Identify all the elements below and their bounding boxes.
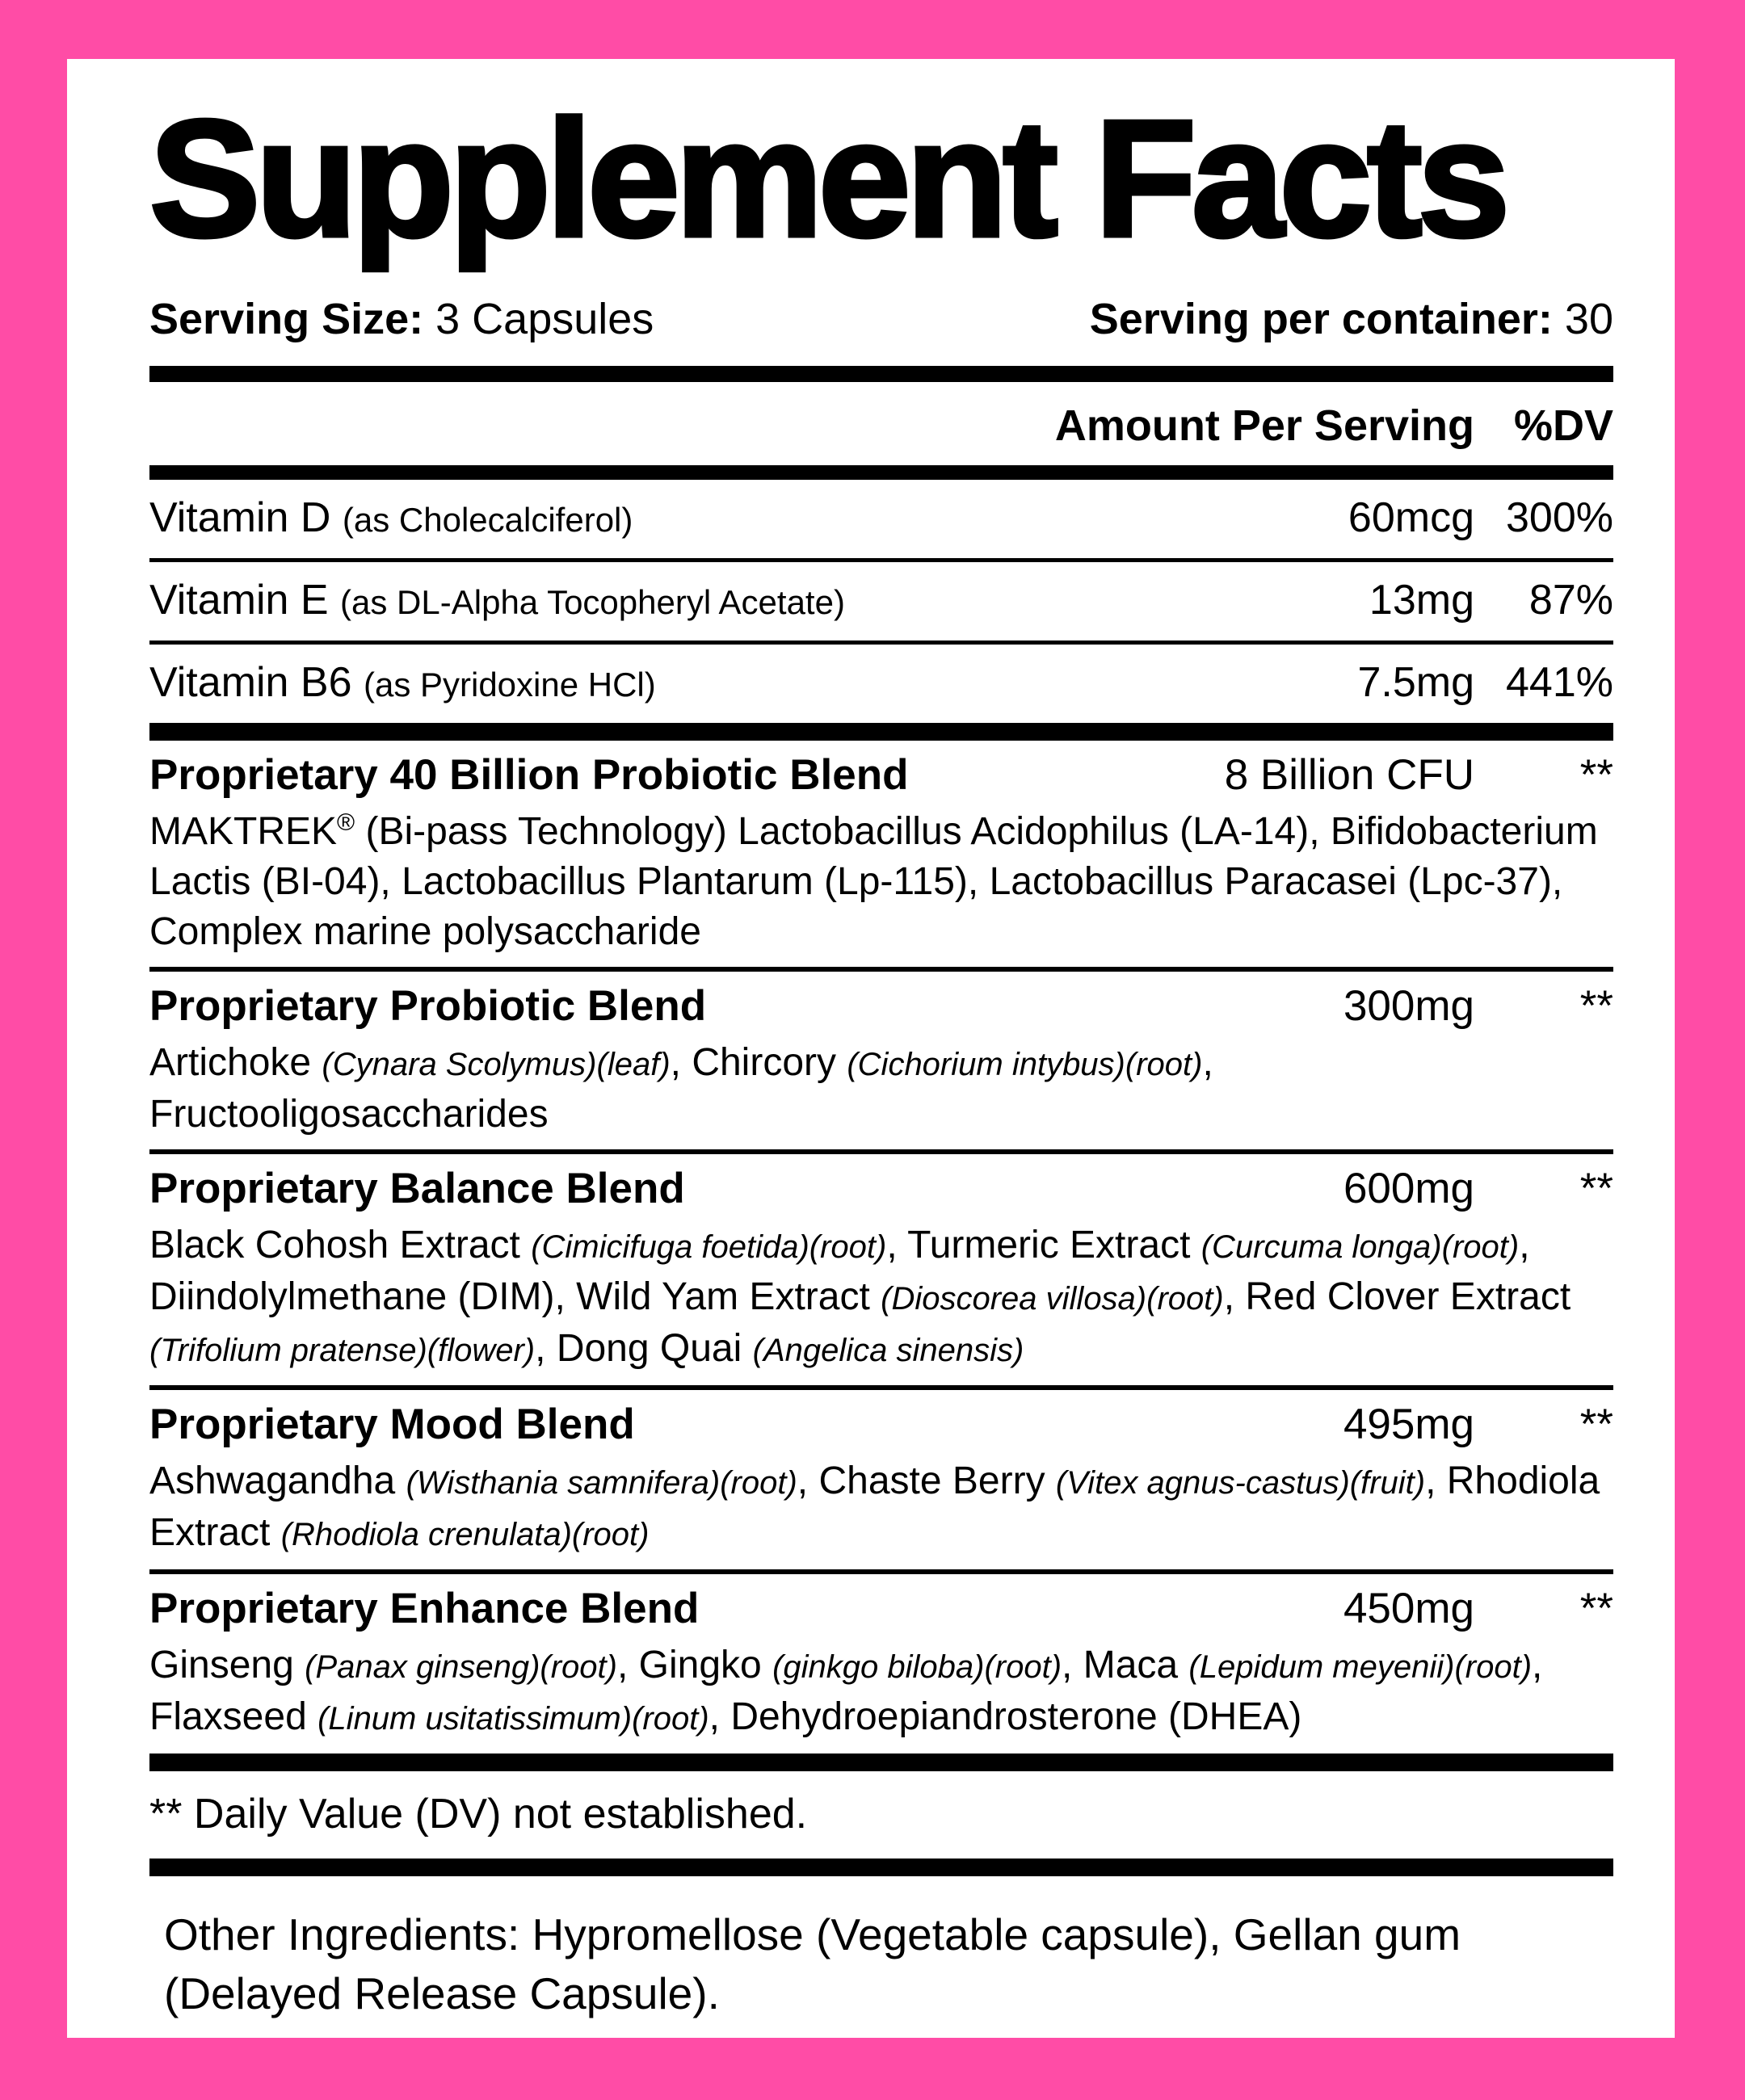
blend-heading-row [149, 981, 1613, 1031]
table-header-row [149, 382, 1613, 465]
blend-section [149, 1574, 1613, 1754]
blend-ingredient-text: Ashwagandha [149, 1460, 406, 1502]
servings-per-container [1090, 294, 1613, 345]
divider-heavy-top [149, 366, 1613, 382]
vitamin-detail: (as Cholecalciferol) [342, 501, 633, 539]
blend-latin-name: (Lepidum meyenii)(root) [1188, 1649, 1533, 1685]
blend-dv: ** [1579, 982, 1613, 1030]
other-ingredients: Other Ingredients: Hypromellose (Vegetable capsule), Gellan gum (Delayed Release Capsule). [164, 1909, 1461, 2018]
label-panel [67, 59, 1675, 2038]
blend-section [149, 1154, 1613, 1385]
blend-ingredient-text: , Rhodiola Extract [149, 1460, 1600, 1554]
blend-latin-name: (Cimicifuga foetida)(root) [531, 1229, 887, 1265]
blend-heading-row [149, 750, 1613, 800]
blend-description [149, 1220, 1613, 1376]
blend-heading-row [149, 1584, 1613, 1634]
blend-latin-name: (Curcuma longa)(root) [1200, 1229, 1520, 1265]
divider-heavy-after-blends [149, 1754, 1613, 1771]
blend-name: Proprietary Probiotic Blend [149, 982, 707, 1030]
blend-amount: 450mg [1343, 1585, 1474, 1632]
blend-dv: ** [1579, 1165, 1613, 1212]
blend-ingredient-text: , Chaste Berry [797, 1460, 1056, 1502]
blend-latin-name: (Linum usitatissimum)(root) [317, 1701, 709, 1737]
vitamin-name: Vitamin B6 [149, 659, 352, 706]
blend-ingredient-text: (Bi-pass Technology) Lactobacillus Acidophilus (LA-14), Bifidobacterium Lactis (BI-04), Lactobacillus Plantarum (Lp-115), Lactobacillus Paracasei (Lpc-37), Complex marine polysaccharide [149, 810, 1598, 953]
blend-section [149, 1390, 1613, 1569]
dv-header: %DV [1513, 401, 1613, 450]
blend-latin-name: (Vitex agnus-castus)(fruit) [1055, 1465, 1426, 1501]
blend-heading-row [149, 1400, 1613, 1450]
label-content [67, 59, 1675, 2023]
vitamin-dv: 300% [1506, 494, 1613, 541]
serving-size [149, 294, 654, 345]
registered-mark: ® [337, 809, 355, 836]
blend-amount: 8 Billion CFU [1224, 751, 1474, 799]
blend-latin-name: (Trifolium pratense)(flower) [149, 1333, 536, 1368]
blend-description [149, 1038, 1613, 1140]
table-row [149, 645, 1613, 723]
blend-ingredient-text: , Dong Quai [535, 1327, 753, 1370]
blend-ingredient-text: , Fructooligosaccharides [149, 1041, 1213, 1136]
vitamin-dv: 87% [1528, 577, 1613, 624]
blend-description [149, 1456, 1613, 1560]
blend-latin-name: (Wisthania samnifera)(root) [406, 1465, 797, 1501]
blend-ingredient-text: , Dehydroepiandrosterone (DHEA) [709, 1695, 1302, 1738]
blend-ingredient-text: Black Cohosh Extract [149, 1224, 532, 1266]
blend-heading-row [149, 1164, 1613, 1214]
blend-latin-name: (Cynara Scolymus)(leaf) [322, 1047, 671, 1082]
vitamin-amount: 7.5mg [1357, 659, 1474, 706]
vitamin-name: Vitamin D [149, 494, 331, 541]
blend-latin-name: (Panax ginseng)(root) [305, 1649, 617, 1685]
blend-sections [149, 741, 1613, 1754]
blend-latin-name: (Angelica sinensis) [752, 1333, 1024, 1368]
blend-latin-name: (Rhodiola crenulata)(root) [280, 1517, 650, 1552]
blend-amount: 300mg [1343, 982, 1474, 1030]
blend-section [149, 741, 1613, 967]
serving-row [149, 294, 1613, 345]
blend-description [149, 807, 1613, 957]
page-title: Supplement Facts [149, 86, 1506, 271]
blend-name: Proprietary Mood Blend [149, 1401, 635, 1448]
amount-per-serving-header: Amount Per Serving [1054, 401, 1474, 450]
blend-name: Proprietary Balance Blend [149, 1165, 685, 1212]
blend-latin-name: (ginkgo biloba)(root) [772, 1649, 1062, 1685]
blend-amount: 495mg [1343, 1401, 1474, 1448]
blend-ingredient-text: , Maca [1062, 1644, 1189, 1686]
blend-ingredient-text: , Red Clover Extract [1223, 1275, 1571, 1318]
vitamin-name-cell [149, 494, 1348, 544]
blend-latin-name: (Dioscorea villosa)(root) [881, 1281, 1224, 1317]
divider-heavy-before-other [149, 1858, 1613, 1876]
blend-ingredient-text: , Diindolylmethane (DIM), Wild Yam Extract [149, 1224, 1530, 1318]
blend-dv: ** [1579, 1401, 1613, 1448]
table-row [149, 562, 1613, 640]
blend-dv: ** [1579, 1585, 1613, 1632]
serving-size-value: 3 Capsules [435, 295, 654, 343]
blend-ingredient-text: , Flaxseed [149, 1644, 1543, 1738]
blend-latin-name: (Cichorium intybus)(root) [847, 1047, 1203, 1082]
vitamin-amount: 13mg [1369, 577, 1474, 624]
servings-per-container-label: Serving per container: [1089, 295, 1553, 343]
vitamin-detail: (as Pyridoxine HCl) [363, 666, 656, 704]
divider-under-header [149, 465, 1613, 480]
blend-name: Proprietary 40 Billion Probiotic Blend [149, 751, 909, 799]
blend-section [149, 972, 1613, 1149]
divider-heavy-after-vitamins [149, 723, 1613, 741]
serving-size-label: Serving Size: [149, 295, 424, 343]
vitamin-detail: (as DL-Alpha Tocopheryl Acetate) [340, 583, 845, 621]
blend-ingredient-text: , Gingko [616, 1644, 773, 1686]
blend-ingredient-text: , Chircory [670, 1041, 847, 1084]
vitamin-dv: 441% [1506, 659, 1613, 706]
vitamin-amount: 60mcg [1348, 494, 1474, 541]
servings-per-container-value: 30 [1564, 295, 1613, 343]
blend-description [149, 1640, 1613, 1744]
blend-amount: 600mg [1343, 1165, 1474, 1212]
vitamin-name-cell [149, 576, 1369, 627]
blend-name: Proprietary Enhance Blend [149, 1585, 700, 1632]
blend-dv: ** [1579, 751, 1613, 799]
vitamin-rows [149, 480, 1613, 723]
blend-ingredient-text: MAKTREK [149, 810, 338, 853]
blend-ingredient-text: Artichoke [149, 1041, 322, 1084]
blend-ingredient-text: , Turmeric Extract [886, 1224, 1201, 1266]
daily-value-footnote: ** Daily Value (DV) not established. [149, 1791, 808, 1838]
vitamin-name: Vitamin E [149, 577, 329, 624]
vitamin-name-cell [149, 658, 1357, 709]
table-row [149, 480, 1613, 558]
blend-ingredient-text: Ginseng [149, 1644, 305, 1686]
